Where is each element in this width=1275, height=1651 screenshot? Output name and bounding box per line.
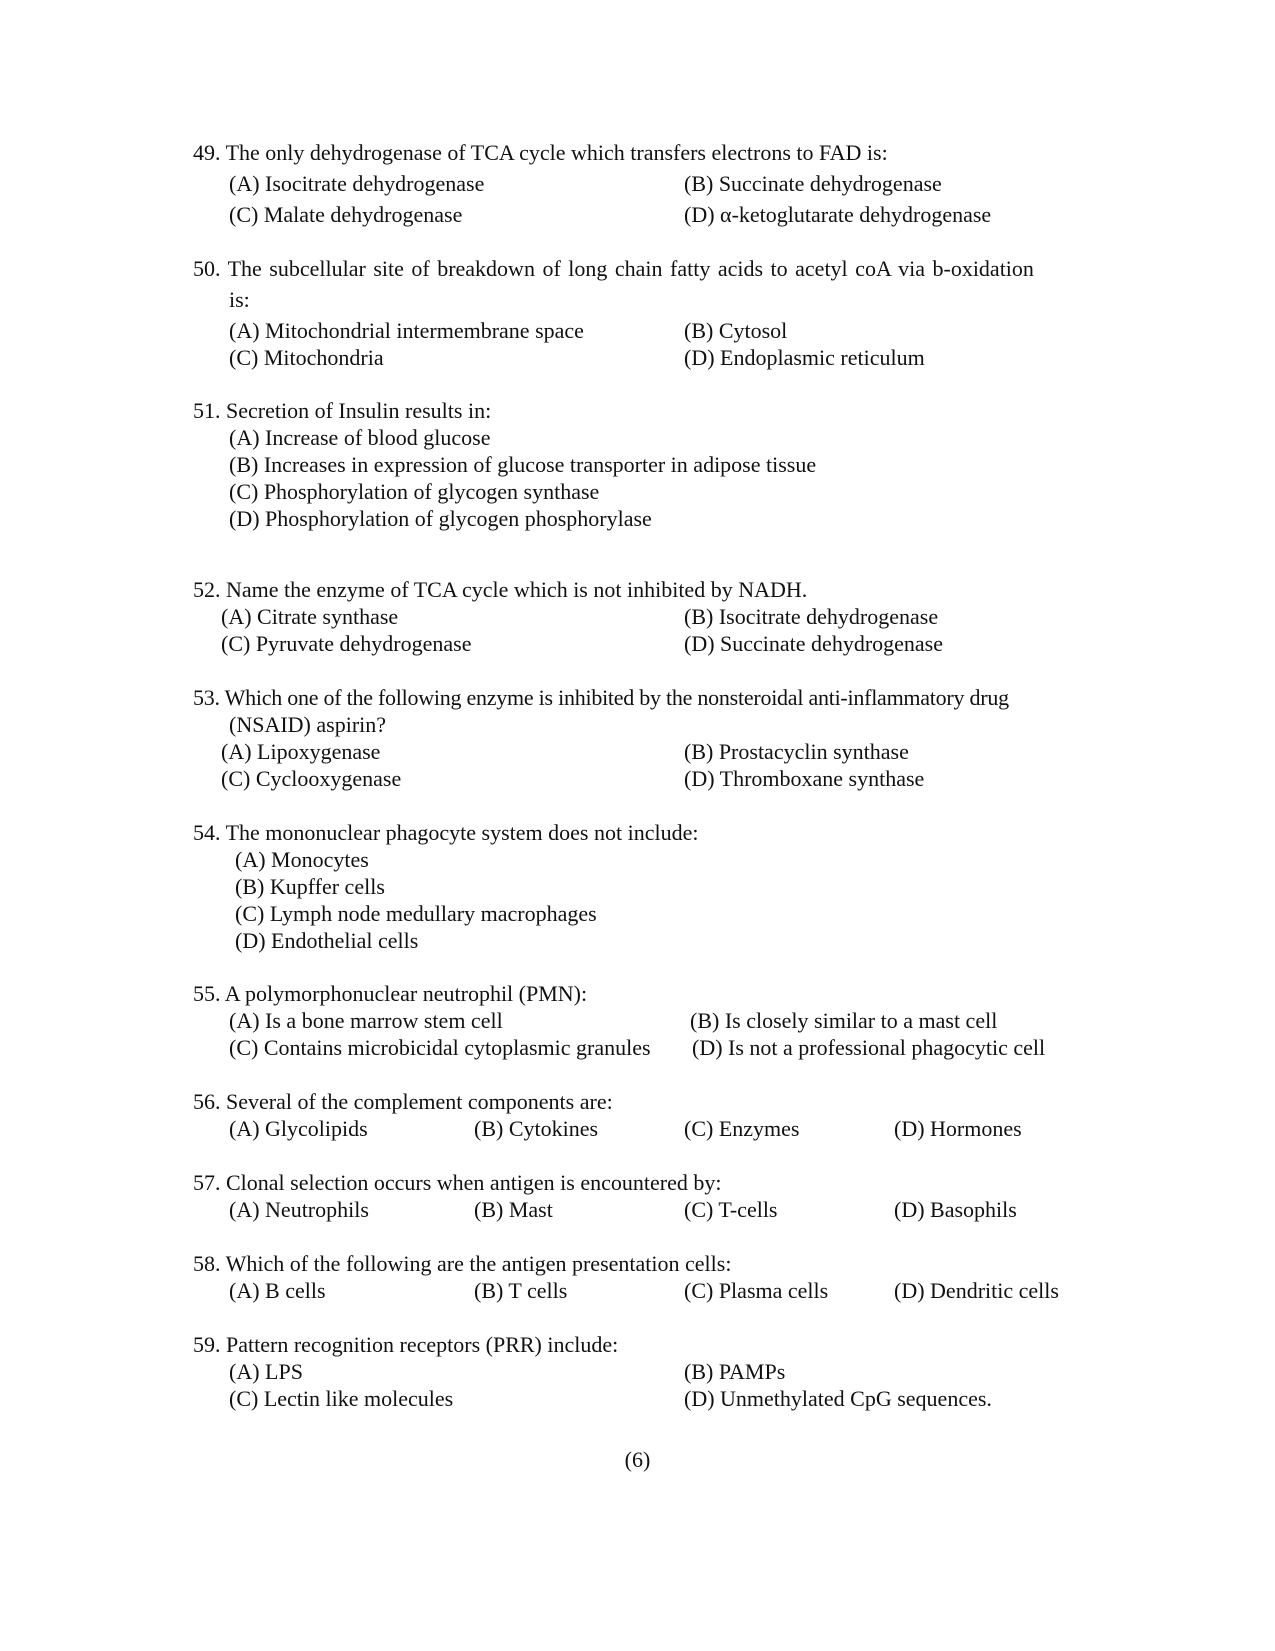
question-55-option-d: (D) Is not a professional phagocytic cell [692, 1035, 1046, 1060]
question-51-option-b: (B) Increases in expression of glucose transporter in adipose tissue [229, 452, 817, 477]
question-57-option-a: (A) Neutrophils [229, 1197, 369, 1222]
question-57-option-c: (C) T-cells [684, 1197, 778, 1222]
question-49-stem: 49. The only dehydrogenase of TCA cycle which transfers electrons to FAD is: [193, 140, 888, 165]
question-50-option-a: (A) Mitochondrial intermembrane space [229, 318, 584, 343]
question-49-option-a: (A) Isocitrate dehydrogenase [229, 171, 485, 196]
question-50-option-c: (C) Mitochondria [229, 345, 384, 370]
question-56-option-a: (A) Glycolipids [229, 1116, 368, 1141]
question-55-option-c: (C) Contains microbicidal cytoplasmic granules [229, 1035, 651, 1060]
question-55-stem: 55. A polymorphonuclear neutrophil (PMN): [193, 981, 588, 1006]
question-58-option-d: (D) Dendritic cells [894, 1278, 1059, 1303]
question-54-option-c: (C) Lymph node medullary macrophages [235, 901, 597, 926]
page-number: (6) [624, 1447, 651, 1472]
question-55-option-b: (B) Is closely similar to a mast cell [690, 1008, 998, 1033]
question-52-option-b: (B) Isocitrate dehydrogenase [684, 604, 939, 629]
question-56-option-d: (D) Hormones [894, 1116, 1022, 1141]
question-53-stem: 53. Which one of the following enzyme is inhibited by the nonsteroidal anti-inflammatory drug [193, 685, 1009, 710]
question-56-stem: 56. Several of the complement components are: [193, 1089, 613, 1114]
question-53-option-a: (A) Lipoxygenase [221, 739, 381, 764]
question-55-option-a: (A) Is a bone marrow stem cell [229, 1008, 503, 1033]
question-51-option-d: (D) Phosphorylation of glycogen phosphorylase [229, 506, 652, 531]
question-51-option-a: (A) Increase of blood glucose [229, 425, 491, 450]
question-56-option-c: (C) Enzymes [684, 1116, 800, 1141]
question-49-option-b: (B) Succinate dehydrogenase [684, 171, 942, 196]
question-50-option-b: (B) Cytosol [684, 318, 788, 343]
question-57-option-d: (D) Basophils [894, 1197, 1017, 1222]
question-52-stem: 52. Name the enzyme of TCA cycle which is not inhibited by NADH. [193, 577, 808, 602]
question-58-stem: 58. Which of the following are the antigen presentation cells: [193, 1251, 732, 1276]
question-53-stem-continued: (NSAID) aspirin? [229, 712, 387, 737]
question-59-option-c: (C) Lectin like molecules [229, 1386, 454, 1411]
question-59-stem: 59. Pattern recognition receptors (PRR) include: [193, 1332, 619, 1357]
question-50-stem: 50. The subcellular site of breakdown of long chain fatty acids to acetyl coA via b-oxidation [193, 256, 1034, 281]
question-54-stem: 54. The mononuclear phagocyte system does not include: [193, 820, 699, 845]
question-56-option-b: (B) Cytokines [474, 1116, 599, 1141]
question-59-option-d: (D) Unmethylated CpG sequences. [684, 1386, 992, 1411]
question-53-option-d: (D) Thromboxane synthase [684, 766, 925, 791]
question-57-option-b: (B) Mast [474, 1197, 553, 1222]
question-58-option-b: (B) T cells [474, 1278, 568, 1303]
question-53-option-b: (B) Prostacyclin synthase [684, 739, 909, 764]
question-51-stem: 51. Secretion of Insulin results in: [193, 398, 492, 423]
question-59-option-b: (B) PAMPs [684, 1359, 786, 1384]
question-50-option-d: (D) Endoplasmic reticulum [684, 345, 925, 370]
question-58-option-c: (C) Plasma cells [684, 1278, 829, 1303]
question-58-option-a: (A) B cells [229, 1278, 326, 1303]
question-54-option-d: (D) Endothelial cells [235, 928, 419, 953]
question-49-option-d: (D) α-ketoglutarate dehydrogenase [684, 202, 992, 227]
question-54-option-a: (A) Monocytes [235, 847, 369, 872]
question-52-option-c: (C) Pyruvate dehydrogenase [221, 631, 472, 656]
question-52-option-a: (A) Citrate synthase [221, 604, 399, 629]
question-59-option-a: (A) LPS [229, 1359, 303, 1384]
question-52-option-d: (D) Succinate dehydrogenase [684, 631, 944, 656]
question-57-stem: 57. Clonal selection occurs when antigen is encountered by: [193, 1170, 722, 1195]
question-50-stem-continued: is: [229, 287, 250, 312]
question-49-option-c: (C) Malate dehydrogenase [229, 202, 463, 227]
question-54-option-b: (B) Kupffer cells [235, 874, 385, 899]
question-51-option-c: (C) Phosphorylation of glycogen synthase [229, 479, 600, 504]
question-53-option-c: (C) Cyclooxygenase [221, 766, 402, 791]
